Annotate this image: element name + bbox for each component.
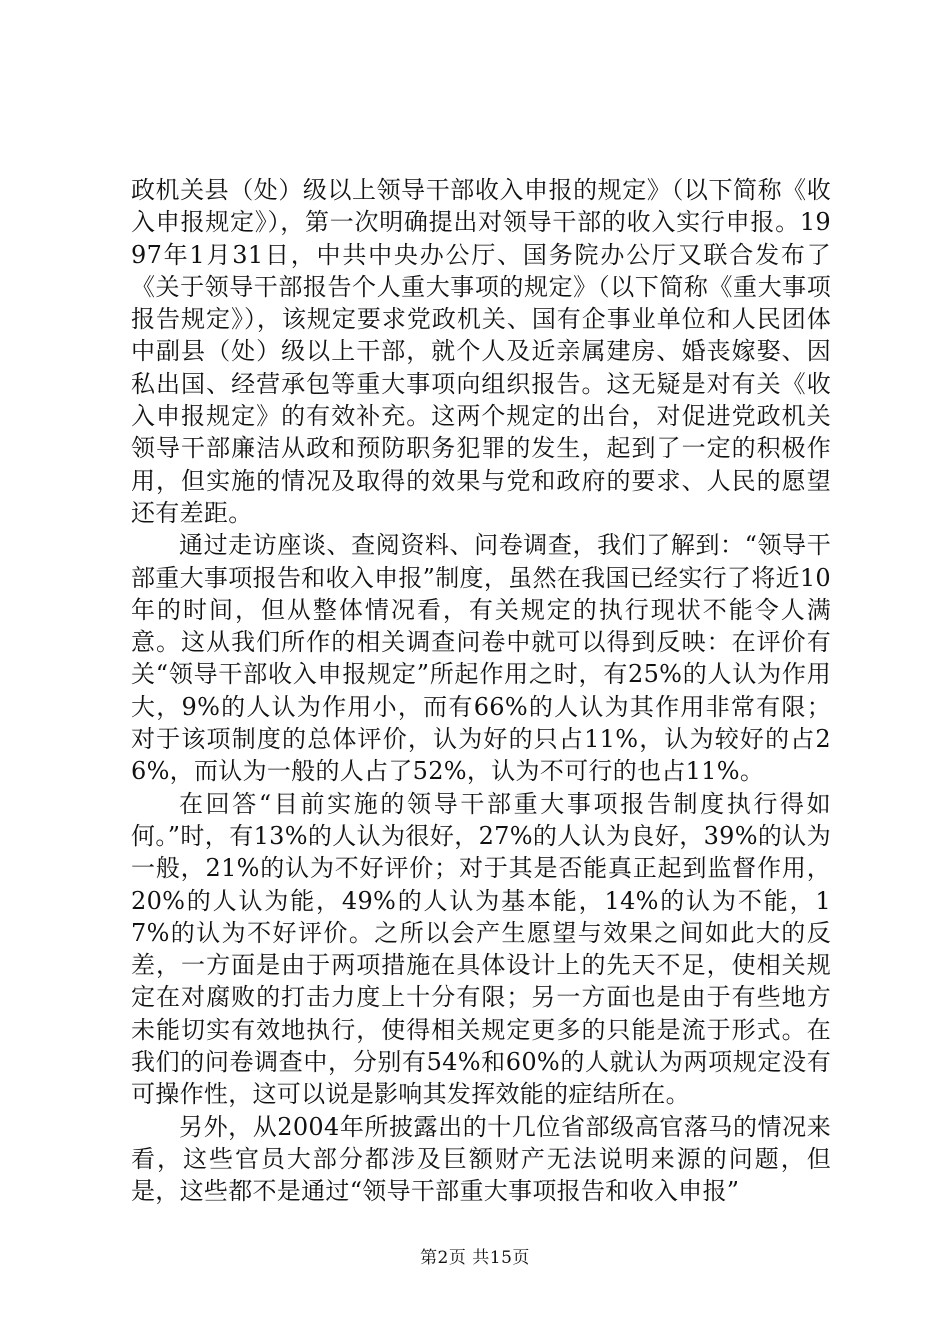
page-footer: 第2页 共15页 xyxy=(420,1248,530,1268)
paragraph-report-evaluation: 在回答“目前实施的领导干部重大事项报告制度执行得如何。”时，有13%的人认为很好，27%的人认为良好，39%的认为一般，21%的认为不好评价；对于其是否能真正起到监督作用，20%的人认为能，49%的人认为基本能，14%的认为不能，17%的认为不好评价。之所以会产生愿望与效果之间如此大的反差，一方面是由于两项措施在具体设计上的先天不足，使相关规定在对腐败的打击力度上十分有限；另一方面也是由于有些地方未能切实有效地执行，使得相关规定更多的只能是流于形式。在我们的问卷调查中，分别有54%和60%的人就认为两项规定没有可操作性，这可以说是影响其发挥效能的症结所在。 xyxy=(131,789,831,1109)
paragraph-survey-findings: 通过走访座谈、查阅资料、问卷调查，我们了解到：“领导干部重大事项报告和收入申报”制度，虽然在我国已经实行了将近10年的时间，但从整体情况看，有关规定的执行现状不能令人满意。这从我们所作的相关调查问卷中就可以得到反映：在评价有关“领导干部收入申报规定”所起作用之时，有25%的人认为作用大，9%的人认为作用小，而有66%的人认为其作用非常有限；对于该项制度的总体评价，认为好的只占11%，认为较好的占26%，而认为一般的人占了52%，认为不可行的也占11%。 xyxy=(131,531,831,786)
paragraph-officials-2004: 另外，从2004年所披露出的十几位省部级高官落马的情况来看，这些官员大部分都涉及巨额财产无法说明来源的问题，但是，这些都不是通过“领导干部重大事项报告和收入申报” xyxy=(131,1112,831,1206)
paragraph-continued: 政机关县（处）级以上领导干部收入申报的规定》（以下简称《收入申报规定》），第一次明确提出对领导干部的收入实行申报。1997年1月31日，中共中央办公厅、国务院办公厅又联合发布了《关于领导干部报告个人重大事项的规定》（以下简称《重大事项报告规定》），该规定要求党政机关、国有企事业单位和人民团体中副县（处）级以上干部，就个人及近亲属建房、婚丧嫁娶、因私出国、经营承包等重大事项向组织报告。这无疑是对有关《收入申报规定》的有效补充。这两个规定的出台，对促进党政机关领导干部廉洁从政和预防职务犯罪的发生，起到了一定的积极作用，但实施的情况及取得的效果与党和政府的要求、人民的愿望还有差距。 xyxy=(131,176,831,527)
body-text xyxy=(131,174,831,1208)
